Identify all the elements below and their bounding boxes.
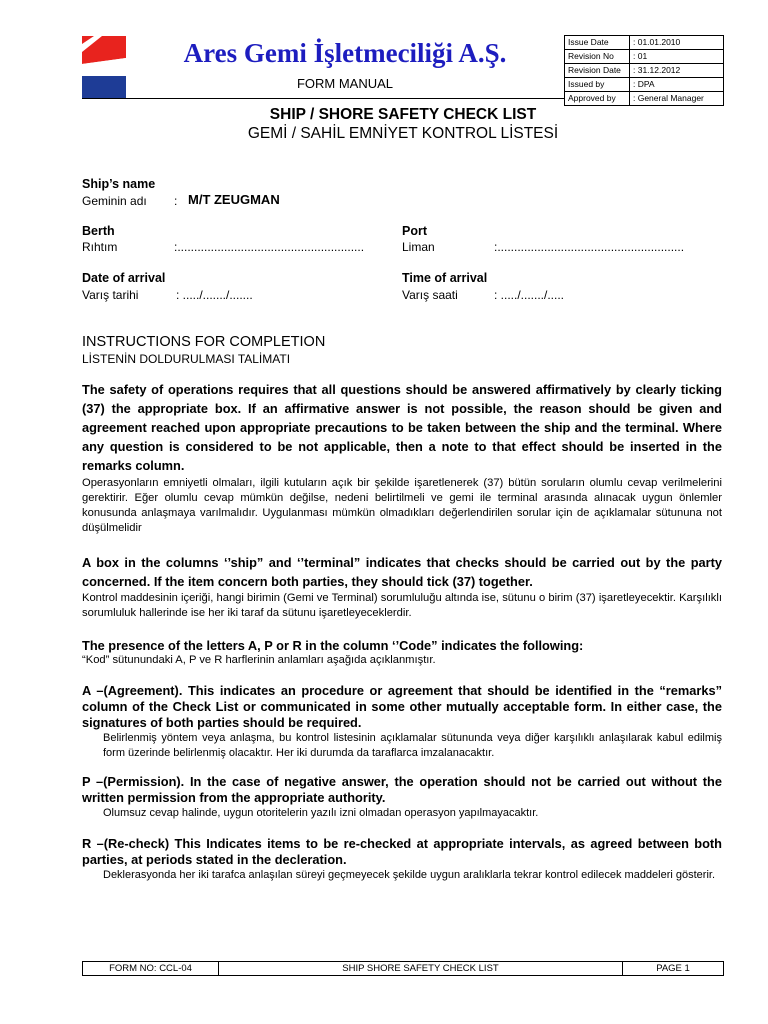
- code-r-tr: Deklerasyonda her iki tarafca anlaşılan süreyi geçmeyecek şekilde uygun aralıklarla tekrar kontrol edilecek maddeleri gösterir.: [103, 869, 716, 881]
- meta-label: Approved by: [565, 92, 630, 106]
- paragraph-3-en: The presence of the letters A, P or R in the column ‘’Code” indicates the following:: [82, 638, 584, 653]
- company-name: Ares Gemi İşletmeciliği A.Ş.: [183, 38, 507, 68]
- time-arrival-label-tr: Varış saati: [402, 288, 458, 302]
- meta-value: : 01: [630, 50, 724, 64]
- code-p-en: P –(Permission). In the case of negative answer, the operation should not be carried out without the written permission from the appropriate authority.: [82, 774, 722, 805]
- meta-row: [565, 50, 724, 64]
- meta-row: [565, 36, 724, 50]
- port-label-en: Port: [402, 224, 427, 238]
- paragraph-1-en: The safety of operations requires that all questions should be answered affirmatively by clearly ticking (37) the appropriate box. If an affirmative answer is not possible, the reason should be given and agreement reached upon appropriate precautions to be taken between the ship and the terminal. Where any question is considered to be not applicable, then a note to that effect should be inserted in the remarks column.: [82, 382, 722, 473]
- meta-label: Issue Date: [565, 36, 630, 50]
- meta-label: Revision No: [565, 50, 630, 64]
- meta-row: [565, 92, 724, 106]
- code-a-item: [82, 683, 722, 761]
- berth-label-tr: Rıhtım: [82, 240, 118, 254]
- meta-label: Revision Date: [565, 64, 630, 78]
- code-p-tr: Olumsuz cevap halinde, uygun otoritelerin yazılı izni olmadan operasyon yapılmayacaktır.: [103, 807, 539, 819]
- meta-value: : 01.01.2010: [630, 36, 724, 50]
- meta-value: : General Manager: [633, 93, 704, 103]
- date-arrival-label-tr: Varış tarihi: [82, 288, 139, 302]
- meta-label: Issued by: [565, 78, 630, 92]
- port-label-tr: Liman: [402, 240, 435, 254]
- berth-value[interactable]: :........................................................: [174, 240, 365, 254]
- time-arrival-label-en: Time of arrival: [402, 271, 488, 285]
- code-r-en: R –(Re-check) This Indicates items to be re-checked at appropriate intervals, as agreed between both parties, at periods stated in the decleration.: [82, 836, 722, 867]
- footer-page-number: PAGE 1: [656, 963, 690, 974]
- page-footer: [82, 961, 724, 976]
- document-meta-table: [564, 35, 724, 106]
- time-arrival-value[interactable]: : ...../......./.....: [494, 288, 565, 302]
- paragraph-2-tr: Kontrol maddesinin içeriği, hangi birimin (Gemi ve Terminal) sorumluluğu altında ise, sütunu o birim (37) işaretleyecektir. Karşılıklı sorumluluk hallerinde ise her iki taraf da sütunu işaretleyeceklerdir.: [82, 592, 722, 619]
- paragraph-3-tr: “Kod” sütunundaki A, P ve R harflerinin anlamları aşağıda açıklanmıştır.: [82, 654, 436, 666]
- meta-value: : DPA: [630, 78, 724, 92]
- paragraph-1-tr: Operasyonların emniyetli olmaları, ilgili kutuların açık bir şekilde işaretlenerek (37) bütün soruların olumlu cevap verilmelerini gerektirir. Eğer olumlu cevap mümkün değilse, nedeni belirtilmeli ve gemi ile terminal arasında alınacak uygun önlemler konusunda anlaşmaya varılmalıdır. Uygulanması mümkün olmadıkları değerlendirilen sorular için de açıklamalar sütununa not düşülmelidir: [82, 477, 722, 534]
- code-p-item: [82, 774, 722, 821]
- meta-row: [565, 64, 724, 78]
- instructions-heading-tr: LİSTENİN DOLDURULMASI TALİMATI: [82, 352, 291, 366]
- code-a-tr: Belirlenmiş yöntem veya anlaşma, bu kontrol listesinin açıklamalar sütununda veya diğer karşılıklı anlaşılarak kabul edilmiş form üzerinde belirlenmiş olacaktır. Her iki durumda da taraflarca imzalanacaktır.: [103, 732, 722, 759]
- date-arrival-label-en: Date of arrival: [82, 271, 166, 285]
- company-logo: [82, 36, 126, 98]
- ship-name-value[interactable]: M/T ZEUGMAN: [188, 192, 280, 207]
- meta-value: : 31.12.2012: [630, 64, 724, 78]
- code-r-item: [82, 836, 722, 883]
- ship-name-label-tr: Geminin adı: [82, 194, 147, 208]
- form-manual-label: FORM MANUAL: [296, 76, 394, 91]
- meta-row: [565, 78, 724, 92]
- footer-form-no: FORM NO: CCL-04: [83, 962, 219, 976]
- berth-label-en: Berth: [82, 224, 115, 238]
- document-title-en: SHIP / SHORE SAFETY CHECK LIST: [269, 106, 537, 123]
- paragraph-2-en: A box in the columns ‘’ship” and ‘’terminal” indicates that checks should be carried out by the party concerned. If the item concern both parties, they should tick (37) together.: [82, 555, 722, 589]
- code-a-en: A –(Agreement). This indicates an procedure or agreement that should be identified in the “remarks” column of the Check List or communicated in some other mutually acceptable form. In either case, the signatures of both parties should be required.: [82, 683, 722, 730]
- document-title-tr: GEMİ / SAHİL EMNİYET KONTROL LİSTESİ: [247, 125, 559, 142]
- instructions-heading-en: INSTRUCTIONS FOR COMPLETION: [82, 334, 326, 350]
- header-rule: [82, 98, 564, 99]
- footer-title: SHIP SHORE SAFETY CHECK LIST: [219, 962, 623, 976]
- ship-name-colon: :: [174, 194, 178, 208]
- port-value[interactable]: :........................................................: [494, 240, 685, 254]
- date-arrival-value[interactable]: : ...../......./.......: [176, 288, 253, 302]
- ship-name-label-en: Ship’s name: [82, 177, 156, 191]
